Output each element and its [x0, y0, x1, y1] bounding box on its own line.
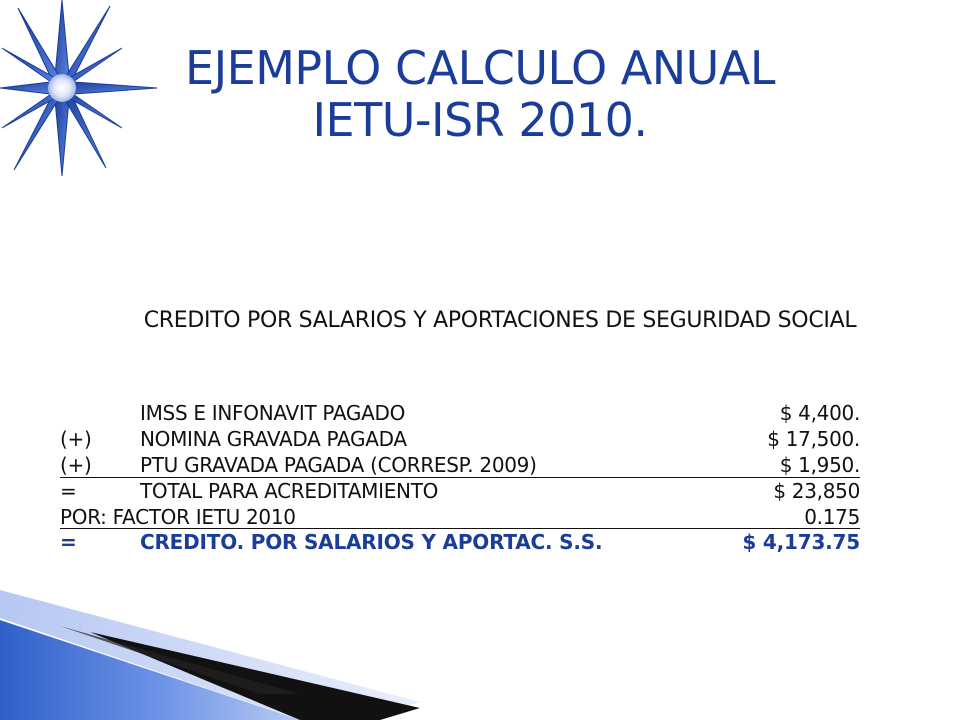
- table-row: [60, 452, 860, 478]
- table-row-total: [60, 529, 860, 555]
- row-description: NOMINA GRAVADA PAGADA: [140, 427, 407, 451]
- decorative-swoosh: [0, 590, 420, 720]
- table-row: [60, 426, 860, 452]
- row-amount: $ 17,500.: [767, 427, 860, 451]
- title-line-1: EJEMPLO CALCULO ANUAL: [185, 41, 775, 95]
- row-description: TOTAL PARA ACREDITAMIENTO: [140, 478, 439, 503]
- row-operator: =: [60, 478, 77, 503]
- title-line-2: IETU-ISR 2010.: [312, 93, 648, 147]
- row-amount: 0.175: [804, 504, 860, 529]
- row-amount: $ 4,400.: [779, 401, 860, 425]
- table-row: [60, 478, 860, 504]
- row-amount: $ 23,850: [773, 478, 860, 503]
- star-icon: [0, 0, 160, 180]
- row-amount: $ 1,950.: [779, 453, 860, 477]
- page-title: [140, 42, 820, 146]
- table-row: [60, 504, 860, 530]
- row-operator: (+): [60, 453, 92, 477]
- row-description: IMSS E INFONAVIT PAGADO: [140, 401, 406, 425]
- section-heading: CREDITO POR SALARIOS Y APORTACIONES DE SEGURIDAD SOCIAL: [143, 308, 857, 333]
- row-description: PTU GRAVADA PAGADA (CORRESP. 2009): [140, 453, 537, 477]
- row-operator: =: [60, 530, 77, 554]
- table-row: [60, 400, 860, 426]
- calculation-table: [60, 400, 860, 555]
- row-operator: (+): [60, 427, 92, 451]
- row-description: POR: FACTOR IETU 2010: [60, 504, 296, 529]
- row-amount: $ 4,173.75: [742, 530, 860, 554]
- row-description: CREDITO. POR SALARIOS Y APORTAC. S.S.: [140, 530, 603, 554]
